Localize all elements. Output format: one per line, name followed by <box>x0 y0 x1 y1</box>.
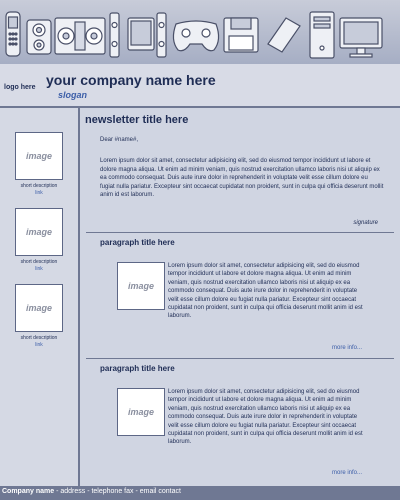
boombox-icon <box>27 20 51 54</box>
tablet-icon <box>128 18 154 50</box>
cellphone-icon <box>6 12 20 56</box>
slogan: slogan <box>58 90 88 100</box>
stereo-icon <box>55 18 105 54</box>
speaker-icon <box>157 13 166 57</box>
paragraph-image[interactable]: image <box>117 262 165 310</box>
logo[interactable]: logo here <box>4 84 36 91</box>
sidebar-image[interactable]: image <box>15 208 63 256</box>
sidebar-item-link[interactable]: link <box>35 266 43 272</box>
more-info-link[interactable]: more info... <box>331 470 362 476</box>
sidebar-item-description: short description <box>20 183 58 189</box>
gadgets-illustration <box>0 0 400 64</box>
header-banner <box>0 0 400 65</box>
sidebar-image[interactable]: image <box>15 284 63 332</box>
floppy-disk-icon <box>224 18 258 52</box>
paragraph-title: paragraph title here <box>100 364 175 373</box>
speaker-icon <box>110 13 119 57</box>
section-divider <box>86 232 394 233</box>
signature: signature <box>353 220 378 226</box>
newsletter-title: newsletter title here <box>85 114 189 126</box>
newsletter-body: Lorem ipsum dolor sit amet, consectetur adipisicing elit, sed do eiusmod tempor incididunt ut labore et dolore magna aliqua. Ut enim ad minim veniam, quis nostrud exercitation ullamco laboris nisi ut aliquip ex ea commodo consequat. Duis aute irure dolor in reprehenderit in voluptate velit esse cillum dolore eu fugiat nulla pariatur. Excepteur sint occaecat cupidatat non proident, sunt in culpa qui officia deserunt mollit anim id est laborum. <box>100 158 384 199</box>
sidebar-image[interactable]: image <box>15 132 63 180</box>
paragraph-title: paragraph title here <box>100 238 175 247</box>
footer-contact: - address - telephone fax - email contact <box>54 488 181 495</box>
sidebar-item-link[interactable]: link <box>35 342 43 348</box>
greeting: Dear #name#, <box>100 137 139 143</box>
footer-company: Company name <box>2 488 55 495</box>
company-name: your company name here <box>46 72 216 88</box>
paragraph-text: Lorem ipsum dolor sit amet, consectetur adipisicing elit, sed do eiusmod tempor incididunt ut labore et dolore magna aliqua. Ut enim ad minim veniam, quis nostrud exercitation ullamco laboris nisi ut aliquip ex ea commodo consequat. Duis aute irure dolor in reprehenderit in voluptate velit esse cillum dolore eu fugiat nulla pariatur. Excepteur sint occaecat cupidatat non proident, sunt in culpa qui officia deserunt mollit anim id est laborum. <box>168 263 363 320</box>
sidebar-item-description: short description <box>20 259 58 265</box>
memory-card-icon <box>268 18 300 52</box>
monitor-icon <box>340 18 382 57</box>
more-info-link[interactable]: more info... <box>331 345 362 351</box>
sidebar-item-link[interactable]: link <box>35 190 43 196</box>
paragraph-image[interactable]: image <box>117 388 165 436</box>
pc-tower-icon <box>310 12 334 58</box>
section-divider <box>86 358 394 359</box>
gamepad-icon <box>173 21 218 51</box>
paragraph-text: Lorem ipsum dolor sit amet, consectetur adipisicing elit, sed do eiusmod tempor incididunt ut labore et dolore magna aliqua. Ut enim ad minim veniam, quis nostrud exercitation ullamco laboris nisi ut aliquip ex ea commodo consequat. Duis aute irure dolor in reprehenderit in voluptate velit esse cillum dolore eu fugiat nulla pariatur. Excepteur sint occaecat cupidatat non proident, sunt in culpa qui officia deserunt mollit anim id est laborum. <box>168 389 363 446</box>
sidebar-item-description: short description <box>20 335 58 341</box>
footer-text <box>2 488 181 495</box>
